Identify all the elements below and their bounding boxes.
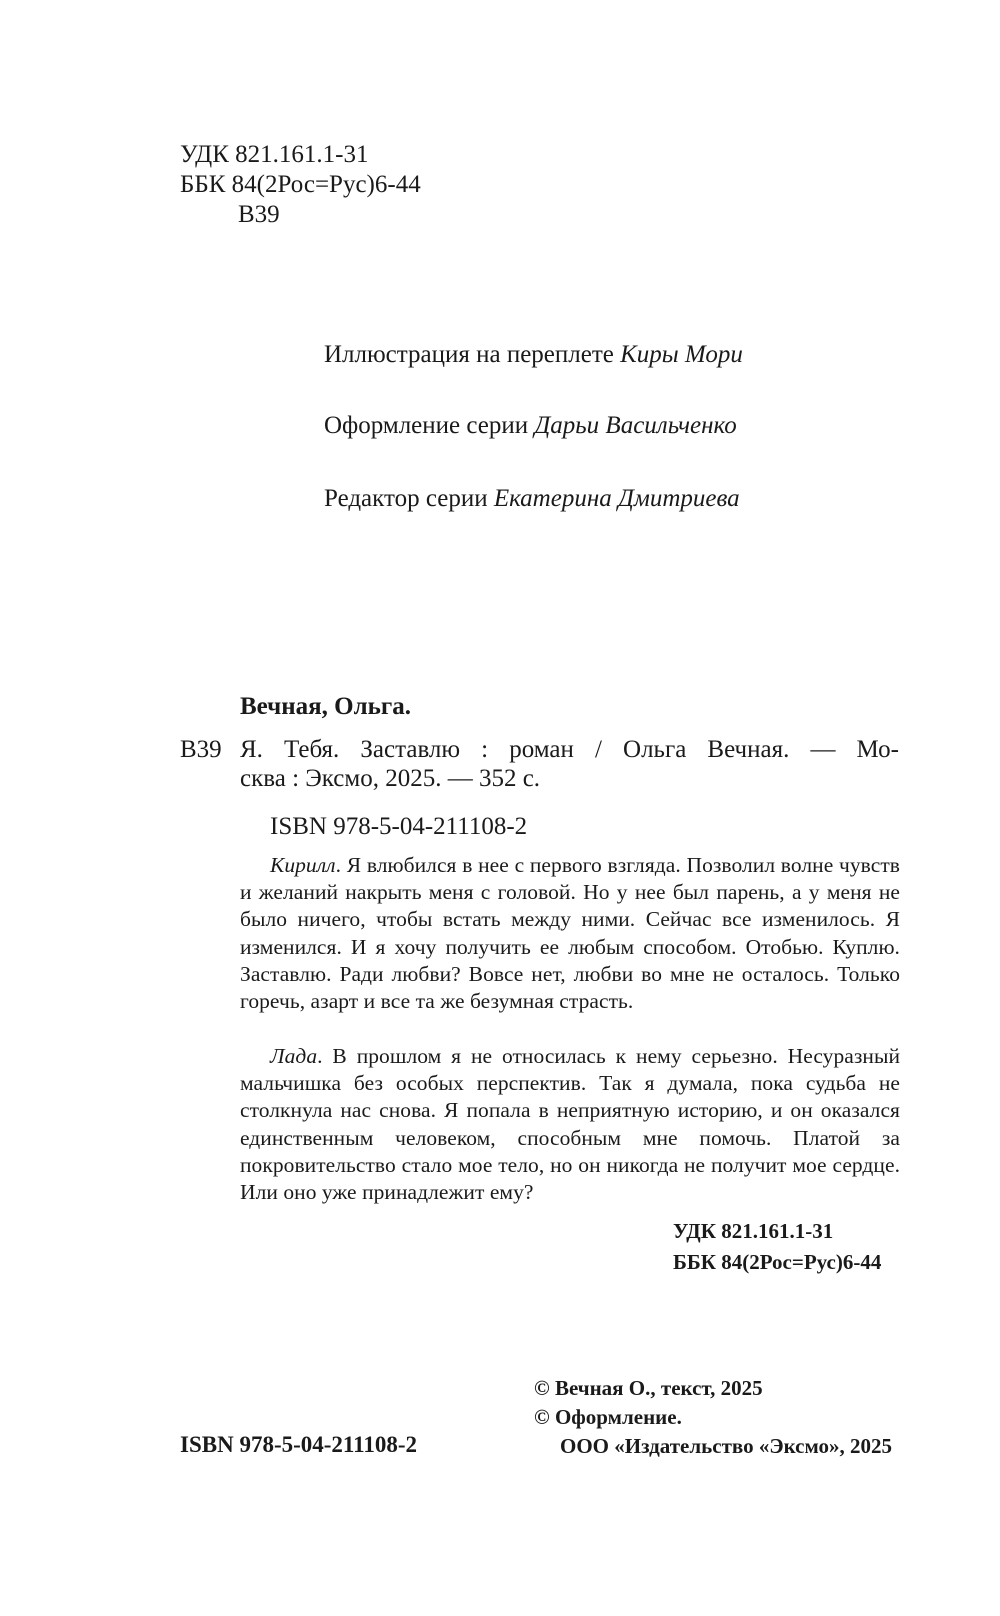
record-author: Вечная, Ольга. [240,693,411,720]
copyright-text: © Вечная О., текст, 2025 [534,1376,763,1400]
record-title-line2: сква : Эксмо, 2025. — 352 с. [240,765,541,792]
annotation-kirill-text: . Я влюбился в нее с первого взгляда. Позволил волне чувств и желаний накрыть меня с головой. Но у нее был парень, а у меня не было ничего, чтобы встать между ними. Сейчас все изменилось. Я изменился. И я хочу получить ее любым способом. Отобью. Куплю. Заставлю. Ради любви? Вовсе нет, любви во мне не осталось. Только горечь, азарт и все та же безумная страсть. [240,853,900,1014]
credit-illustration-label: Иллюстрация на переплете [324,341,621,368]
isbn-bottom: ISBN 978-5-04-211108-2 [180,1432,418,1457]
credit-editor-name: Екатерина Дмитриева [493,485,740,512]
udk-bottom: УДК 821.161.1-31 [673,1219,834,1243]
copyright-publisher: ООО «Издательство «Эксмо», 2025 [560,1434,893,1458]
credit-illustration [324,340,743,370]
annotation-lada-name: Лада [270,1044,318,1068]
annotation-kirill-name: Кирилл [270,853,336,877]
credit-editor [324,484,740,514]
copyright-design: © Оформление. [534,1405,682,1429]
udk-top: УДК 821.161.1-31 [180,141,369,168]
credit-design [324,411,737,441]
annotation-lada-text: . В прошлом я не относилась к нему серьезно. Несуразный мальчишка без особых перспектив. Так я думала, пока судьба не столкнула нас снова. Я попала в неприятную историю, и он оказался единственным человеком, способным мне помочь. Платой за покровительство стало мое тело, но он никогда не получит мое сердце. Или оно уже принадлежит ему? [240,1044,900,1205]
bbk-bottom: ББК 84(2Рос=Рус)6-44 [673,1250,882,1274]
credit-design-label: Оформление серии [324,412,535,439]
record-isbn: ISBN 978-5-04-211108-2 [270,813,528,840]
record-code: В39 [180,736,222,763]
record-title-line1: Я. Тебя. Заставлю : роман / Ольга Вечная. — Мо- [240,736,899,763]
author-code-top: В39 [238,201,280,228]
annotation-lada [240,1043,900,1206]
credit-illustration-name: Киры Мори [620,341,743,368]
annotation-kirill [240,852,900,1015]
bbk-top: ББК 84(2Рос=Рус)6-44 [180,171,421,198]
credit-design-name: Дарьи Васильченко [534,412,737,439]
credit-editor-label: Редактор серии [324,485,494,512]
